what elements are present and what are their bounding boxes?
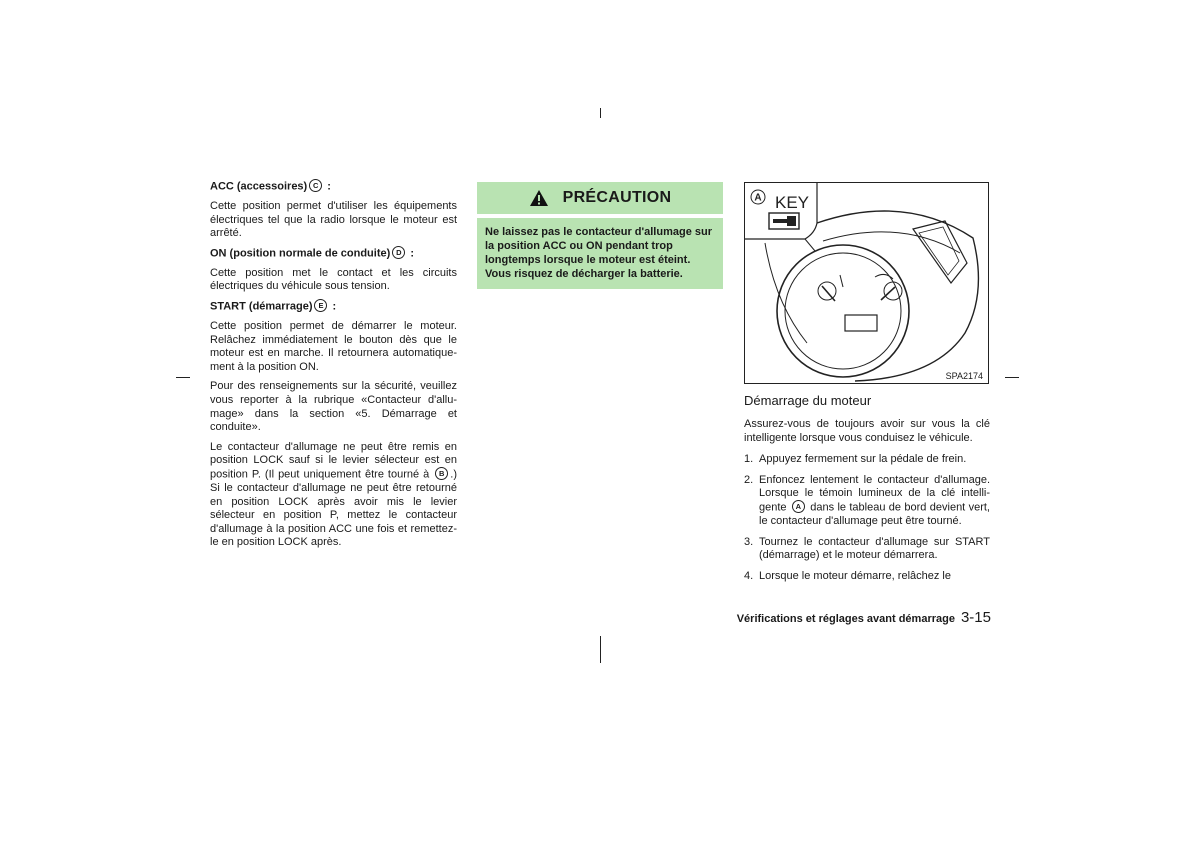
caution-title: PRÉCAUTION bbox=[562, 189, 672, 206]
right-column bbox=[744, 418, 990, 590]
list-item: 1. Appuyez fermement sur la pédale de frein. bbox=[744, 453, 967, 466]
list-item: 3. Tournez le contacteur d'allumage sur START (démarrage) et le moteur démarrera. bbox=[744, 535, 990, 562]
start-heading: START (démarrage) E : bbox=[210, 300, 337, 313]
callout-b-icon: B bbox=[435, 467, 448, 480]
callout-c-icon: C bbox=[309, 179, 322, 192]
list-item: 2. Enfoncez lentement le contacteur d'allumage. Lorsque le témoin lumineux de la clé intelli-gente A dans le tableau de bord devient vert, le contacteur d'allumage peut être tourné. bbox=[744, 473, 990, 527]
page-footer bbox=[722, 609, 991, 626]
footer-section: Vérifications et réglages avant démarrage bbox=[736, 613, 955, 625]
acc-text: Cette position permet d'utiliser les équipements électriques tel que la radio lorsque le moteur est arrêté. bbox=[210, 200, 457, 240]
callout-a-inline-icon: A bbox=[792, 500, 805, 513]
callout-a-icon: A bbox=[754, 192, 762, 204]
dashboard-figure bbox=[744, 182, 989, 384]
callout-d-icon: D bbox=[392, 246, 405, 259]
crop-mark-top bbox=[600, 108, 601, 118]
acc-heading: ACC (accessoires) C : bbox=[210, 180, 331, 193]
crop-mark-left bbox=[176, 377, 190, 378]
start-text: Cette position permet de démarrer le moteur. Relâchez immédiatement le bouton dès que le moteur est en marche. Il retournera automatique-ment à la position ON. bbox=[210, 319, 457, 373]
on-text: Cette position met le contact et les circuits électriques du véhicule sous tension. bbox=[210, 266, 457, 293]
figure-code: SPA2174 bbox=[945, 371, 983, 381]
safety-text: Pour des renseignements sur la sécurité, veuillez vous reporter à la rubrique «Contacteur d'allu-mage» dans la section «5. Démarrage et conduite». bbox=[210, 380, 457, 434]
lock-text: Le contacteur d'allumage ne peut être remis en position LOCK sauf si le levier sélecteur est en position P. (Il peut uniquement être tourné à B .) Si le contacteur d'allumage ne peut être retourné en position LOCK après avoir mis le levier sélecteur en position P, mettez le contacteur d'allumage à la position ACC une fois et remettez-le en position LOCK après. bbox=[210, 440, 457, 549]
steps-list bbox=[744, 453, 990, 583]
left-column bbox=[210, 180, 457, 556]
page-number: 3-15 bbox=[960, 609, 991, 626]
crop-mark-bottom bbox=[600, 636, 601, 663]
key-label: KEY bbox=[775, 193, 810, 212]
instrument-cluster-illustration bbox=[745, 183, 988, 383]
crop-mark-right bbox=[1005, 377, 1019, 378]
caution-header bbox=[477, 182, 723, 214]
list-item: 4. Lorsque le moteur démarre, relâchez le bbox=[744, 569, 951, 582]
section-title: Démarrage du moteur bbox=[744, 393, 872, 408]
callout-e-icon: E bbox=[314, 299, 327, 312]
intro-text: Assurez-vous de toujours avoir sur vous la clé intelligente lorsque vous conduisez le véhicule. bbox=[744, 418, 990, 444]
on-heading: ON (position normale de conduite) D : bbox=[210, 247, 415, 260]
caution-text: Ne laissez pas le contacteur d'allumage sur la position ACC ou ON pendant trop longtemps lorsque le moteur est éteint. Vous risquez de décharger la batterie. bbox=[477, 218, 723, 289]
warning-triangle-icon bbox=[529, 189, 549, 207]
